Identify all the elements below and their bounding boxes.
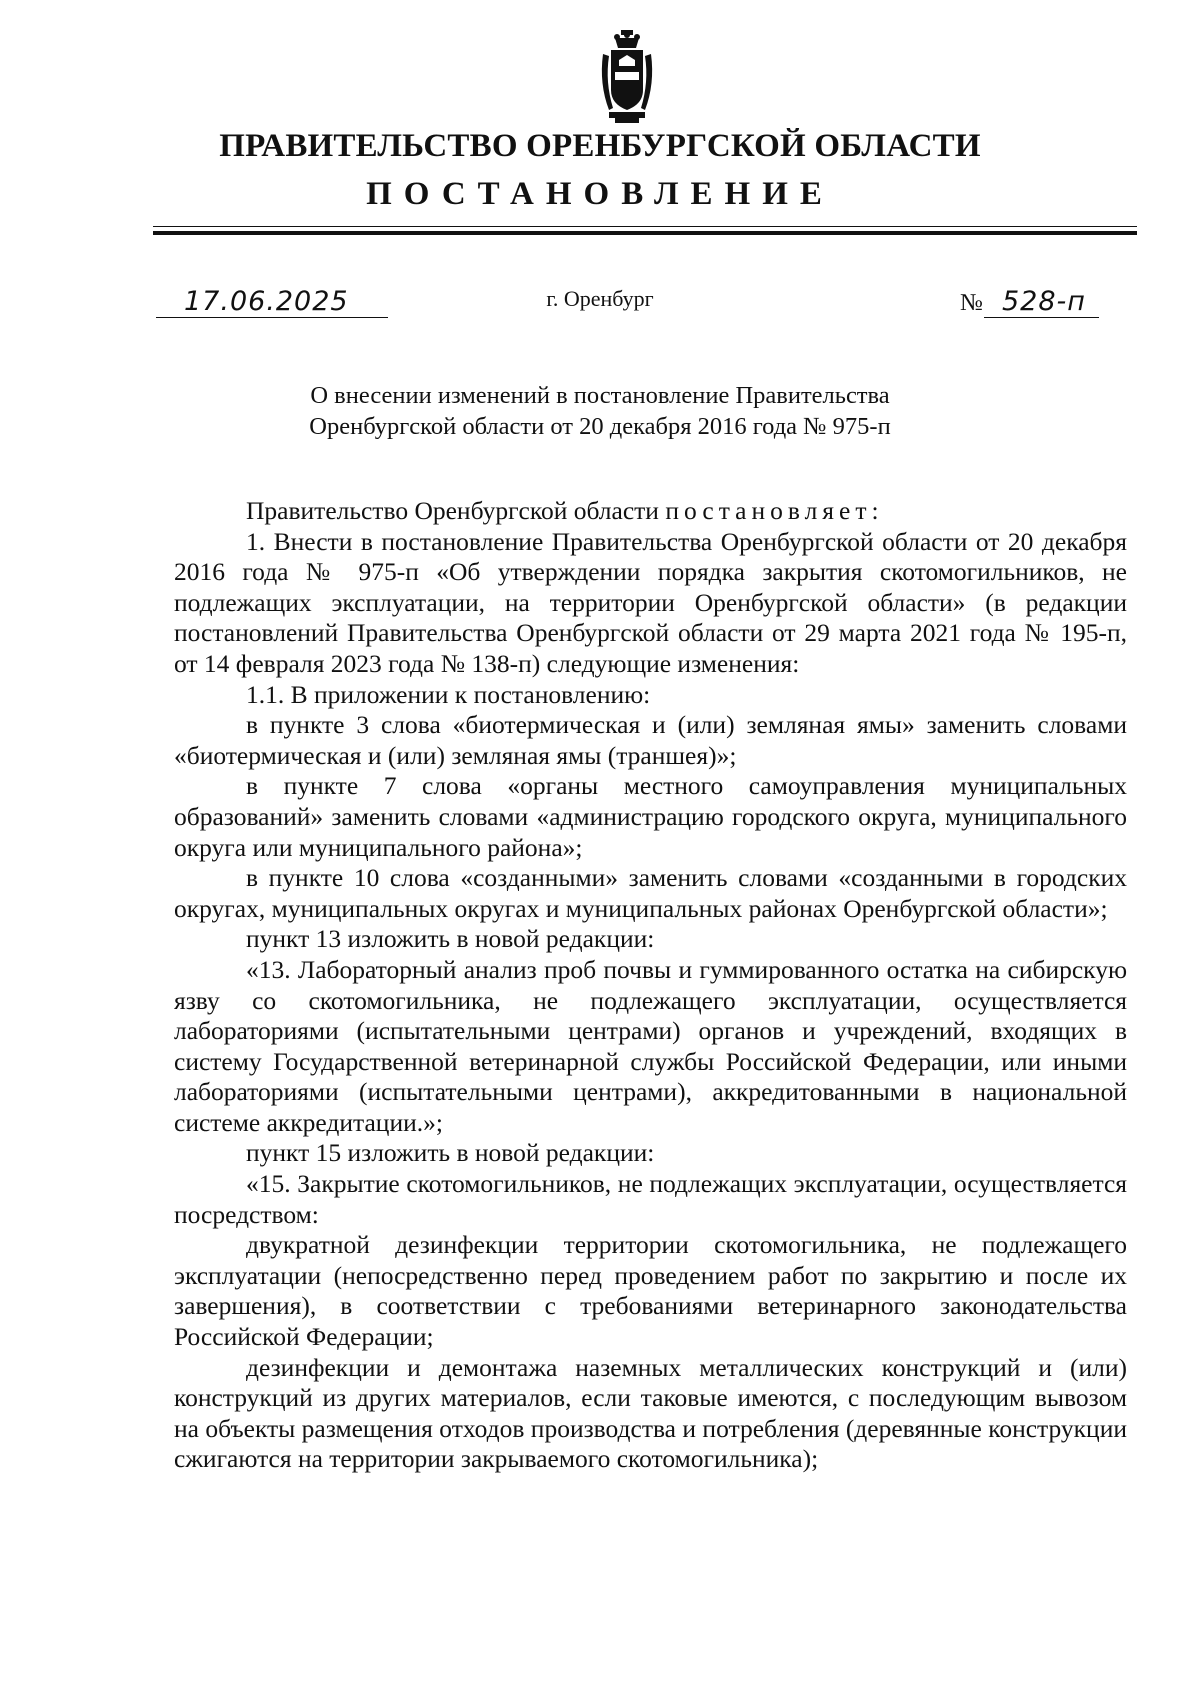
organization-title: ПРАВИТЕЛЬСТВО ОРЕНБУРГСКОЙ ОБЛАСТИ: [219, 128, 981, 164]
subject-line: О внесении изменений в постановление Правительства: [310, 382, 890, 409]
body-paragraph: в пункте 10 слова «созданными» заменить словами «созданными в городских округах, муниципальных округах и муниципальных районах Оренбургской области»;: [174, 863, 1127, 923]
coat-of-arms-emblem: [599, 30, 655, 124]
document-body: [174, 496, 1127, 1475]
body-paragraph: в пункте 3 слова «биотермическая и (или) земляная ямы» заменить словами «биотермическая и (или) земляная ямы (траншея)»;: [174, 710, 1127, 770]
body-paragraph: «15. Закрытие скотомогильников, не подлежащих эксплуатации, осуществляется посредством:: [174, 1169, 1127, 1229]
intro-paragraph: [174, 496, 1127, 527]
body-paragraph: пункт 15 изложить в новой редакции:: [246, 1138, 655, 1168]
body-paragraph: 1. Внести в постановление Правительства Оренбургской области от 20 декабря 2016 года № 975-п «Об утверждении порядка закрытия скотомогильников, не подлежащих эксплуатации, на территории Оренбургской области» (в редакции постановлений Правительства Оренбургской области от 29 марта 2021 года № 195-п, от 14 февраля 2023 года № 138-п) следующие изменения:: [174, 526, 1127, 678]
header-divider-thin: [153, 226, 1137, 227]
document-subject: [0, 380, 1200, 442]
intro-lead: Правительство Оренбургской области: [246, 496, 659, 525]
number-sign: №: [960, 290, 983, 316]
document-number-field: [960, 279, 1100, 317]
subject-line: Оренбургской области от 20 декабря 2016 года № 975-п: [309, 413, 891, 440]
document-city: г. Оренбург: [546, 286, 654, 311]
body-paragraph: «13. Лабораторный анализ проб почвы и гуммированного остатка на сибирскую язву со скотомогильника, не подлежащего эксплуатации, осуществляется лабораториями (испытательными центрами) органов и учреждений, входящих в систему Государственной ветеринарной службы Российской Федерации, или иными лабораториями (испытательными центрами), аккредитованными в национальной системе аккредитации.»;: [174, 954, 1127, 1137]
header-divider-thick: [153, 231, 1137, 235]
document-type-title: ПОСТАНОВЛЕНИЕ: [366, 176, 834, 212]
document-number: 528-п: [1002, 286, 1086, 317]
number-underline: [984, 317, 1099, 318]
body-paragraph: в пункте 7 слова «органы местного самоуправления муниципальных образований» заменить словами «администрацию городского округа, муниципального округа или муниципального района»;: [174, 771, 1127, 862]
document-date: 17.06.2025: [184, 286, 349, 317]
body-paragraph: дезинфекции и демонтажа наземных металлических конструкций и (или) конструкций из других материалов, если таковые имеются, с последующим вывозом на объекты размещения отходов производства и потребления (деревянные конструкции сжигаются на территории закрываемого скотомогильника);: [174, 1352, 1127, 1474]
body-paragraph: 1.1. В приложении к постановлению:: [246, 679, 651, 709]
intro-verb: постановляет:: [665, 496, 884, 525]
date-underline: [156, 317, 388, 318]
body-paragraph: двукратной дезинфекции территории скотомогильника, не подлежащего эксплуатации (непосредственно перед проведением работ по закрытию и после их завершения), в соответствии с требованиями ветеринарного законодательства Российской Федерации;: [174, 1230, 1127, 1352]
body-paragraph: пункт 13 изложить в новой редакции:: [246, 924, 655, 954]
